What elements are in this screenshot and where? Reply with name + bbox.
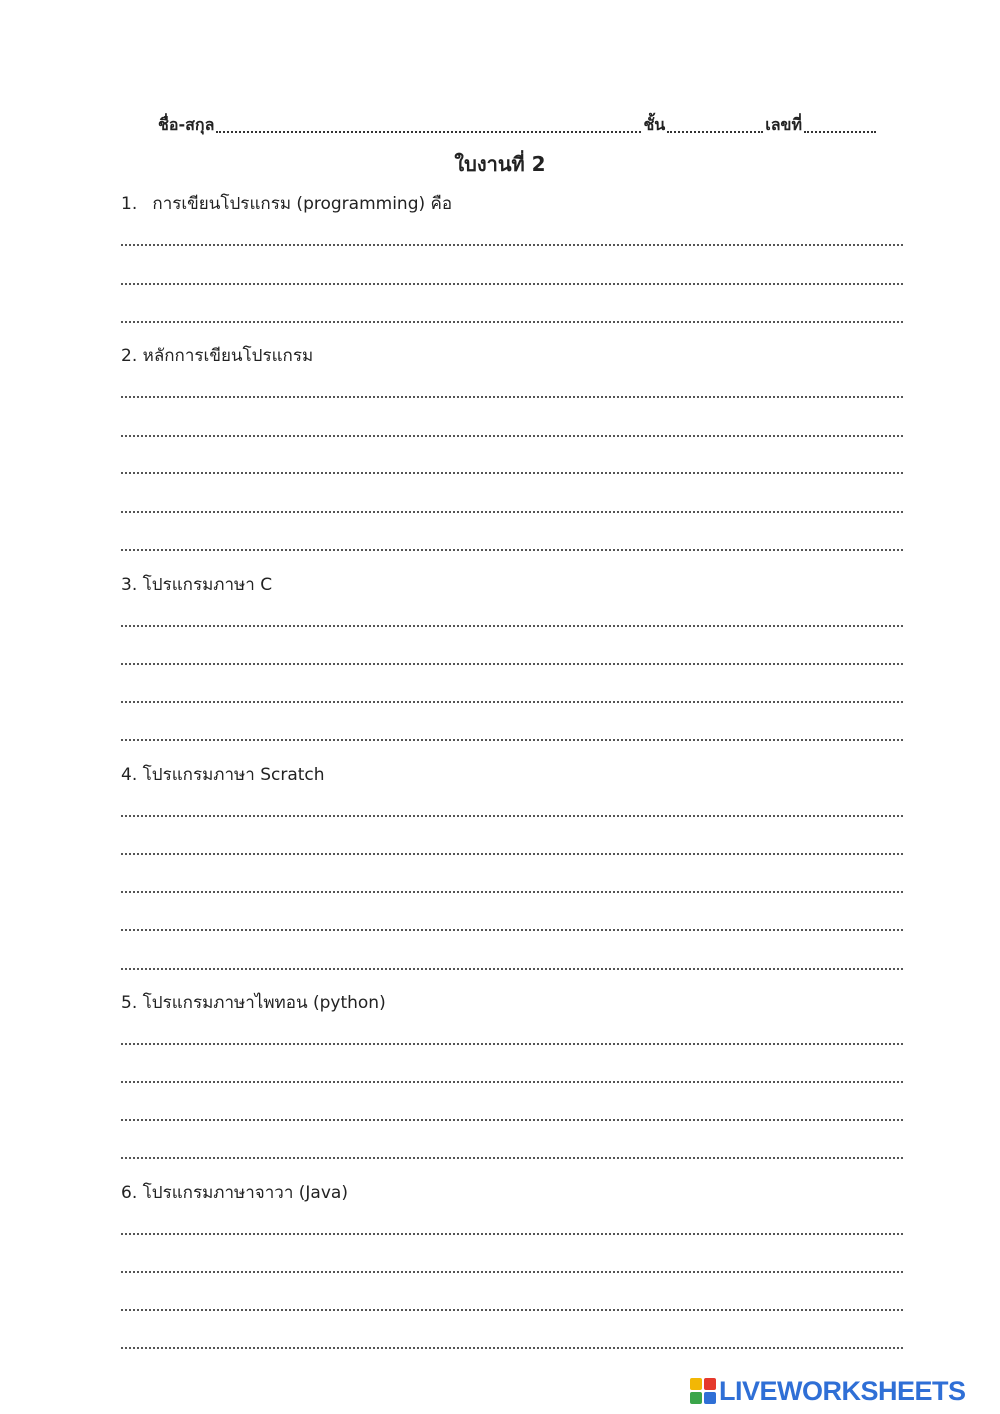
- answer-line[interactable]: [121, 815, 903, 817]
- question-4: [121, 761, 325, 788]
- question-text: หลักการเขียนโปรแกรม: [142, 346, 314, 366]
- question-6: [121, 1179, 348, 1206]
- answer-line[interactable]: [121, 244, 903, 246]
- question-text: การเขียนโปรแกรม (programming) คือ: [152, 194, 453, 214]
- name-label: ชื่อ-สกุล: [158, 115, 215, 134]
- answer-line[interactable]: [121, 472, 903, 474]
- question-number: 5.: [121, 993, 138, 1013]
- question-text: โปรแกรมภาษา Scratch: [142, 765, 325, 785]
- question-number: 2.: [121, 346, 138, 366]
- number-field[interactable]: [804, 130, 876, 133]
- question-number: 1.: [121, 194, 138, 214]
- answer-line[interactable]: [121, 1119, 903, 1121]
- question-text: โปรแกรมภาษา C: [142, 575, 273, 595]
- number-label: เลขที่: [765, 115, 802, 134]
- question-number: 4.: [121, 765, 138, 785]
- answer-line[interactable]: [121, 1347, 903, 1349]
- answer-line[interactable]: [121, 701, 903, 703]
- answer-line[interactable]: [121, 1043, 903, 1045]
- question-5: [121, 989, 386, 1016]
- answer-line[interactable]: [121, 1233, 903, 1235]
- question-text: โปรแกรมภาษาจาวา (Java): [142, 1183, 348, 1203]
- question-number: 3.: [121, 575, 138, 595]
- question-3: [121, 571, 272, 598]
- answer-line[interactable]: [121, 968, 903, 970]
- answer-line[interactable]: [121, 1157, 903, 1159]
- answer-line[interactable]: [121, 663, 903, 665]
- answer-line[interactable]: [121, 853, 903, 855]
- answer-line[interactable]: [121, 549, 903, 551]
- class-label: ชั้น: [643, 115, 666, 134]
- class-field[interactable]: [667, 130, 763, 133]
- answer-line[interactable]: [121, 321, 903, 323]
- answer-line[interactable]: [121, 283, 903, 285]
- liveworksheets-logo: [690, 1376, 966, 1406]
- student-info-header: [158, 112, 878, 138]
- answer-line[interactable]: [121, 625, 903, 627]
- question-text: โปรแกรมภาษาไพทอน (python): [142, 993, 386, 1013]
- answer-line[interactable]: [121, 1081, 903, 1083]
- answer-line[interactable]: [121, 396, 903, 398]
- logo-text: LIVEWORKSHEETS: [719, 1375, 966, 1406]
- answer-line[interactable]: [121, 739, 903, 741]
- answer-line[interactable]: [121, 929, 903, 931]
- question-number: 6.: [121, 1183, 138, 1203]
- answer-line[interactable]: [121, 511, 903, 513]
- question-1: [121, 190, 452, 217]
- answer-line[interactable]: [121, 1309, 903, 1311]
- liveworksheets-logo-icon: [690, 1378, 716, 1404]
- answer-line[interactable]: [121, 1271, 903, 1273]
- answer-line[interactable]: [121, 435, 903, 437]
- name-field[interactable]: [216, 130, 641, 133]
- answer-line[interactable]: [121, 891, 903, 893]
- question-2: [121, 342, 313, 369]
- worksheet-title: ใบงานที่ 2: [454, 152, 546, 176]
